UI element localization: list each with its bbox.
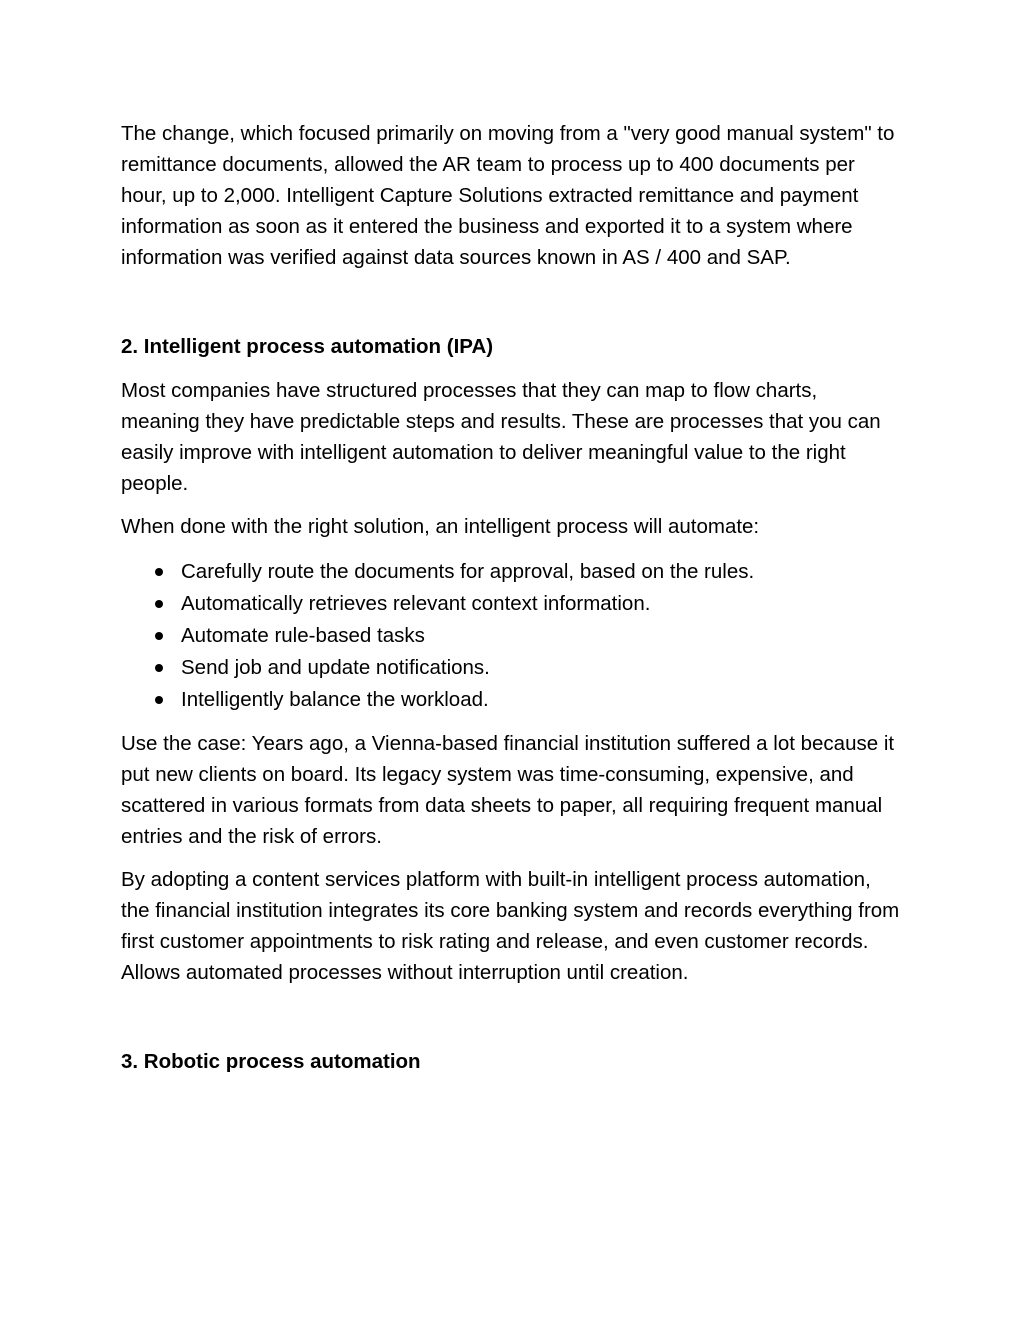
list-item-text: Automate rule-based tasks	[181, 624, 425, 647]
bullet-icon	[155, 568, 163, 576]
section-2-heading: 2. Intelligent process automation (IPA)	[121, 335, 494, 358]
list-item	[121, 652, 901, 684]
list-item-text: Send job and update notifications.	[181, 656, 490, 679]
section-3-heading: 3. Robotic process automation	[121, 1050, 421, 1073]
adoption-paragraph: By adopting a content services platform with built-in intelligent process automation, the financial institution integrates its core banking system and records everything from first customer appointments to risk rating and release, and even customer records. Allows automated processes without interruption until creation.	[121, 868, 900, 984]
list-item-text: Automatically retrieves relevant context information.	[181, 592, 651, 615]
use-case-paragraph: Use the case: Years ago, a Vienna-based financial institution suffered a lot because it put new clients on board. Its legacy system was time-consuming, expensive, and scattered in various formats from data sheets to paper, all requiring frequent manual entries and the risk of errors.	[121, 732, 895, 848]
list-item	[121, 556, 901, 588]
bullet-icon	[155, 632, 163, 640]
list-item	[121, 620, 901, 652]
list-item	[121, 588, 901, 620]
intro-paragraph: The change, which focused primarily on moving from a "very good manual system" to remittance documents, allowed the AR team to process up to 400 documents per hour, up to 2,000. Intelligent Capture Solutions extracted remittance and payment information as soon as it entered the business and exported it to a system where information was verified against data sources known in AS / 400 and SAP.	[121, 122, 895, 269]
bullet-icon	[155, 696, 163, 704]
bullet-icon	[155, 600, 163, 608]
list-item-text: Carefully route the documents for approval, based on the rules.	[181, 560, 755, 583]
automation-bullet-list	[121, 556, 901, 716]
section-2-paragraph-1: Most companies have structured processes that they can map to flow charts, meaning they have predictable steps and results. These are processes that you can easily improve with intelligent automation to deliver meaningful value to the right people.	[121, 379, 881, 495]
section-2-paragraph-2: When done with the right solution, an intelligent process will automate:	[121, 515, 760, 538]
bullet-icon	[155, 664, 163, 672]
list-item	[121, 684, 901, 716]
list-item-text: Intelligently balance the workload.	[181, 688, 489, 711]
document-page	[121, 118, 901, 1077]
